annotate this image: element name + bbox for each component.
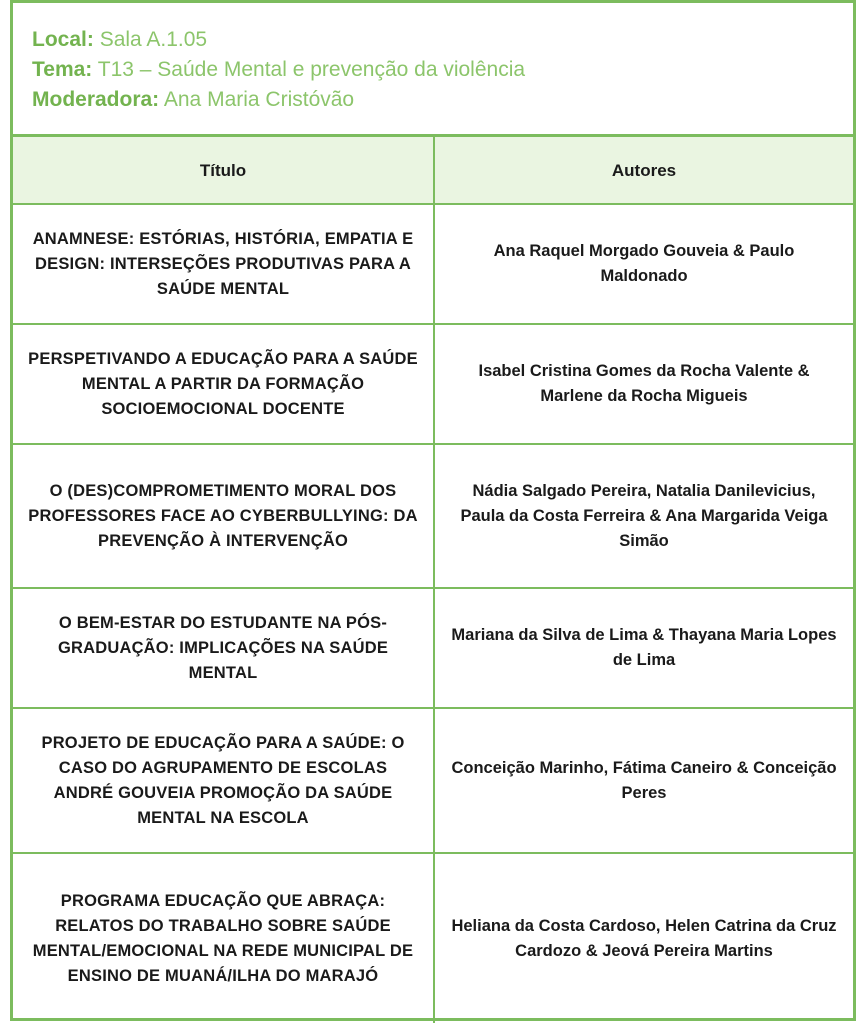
tema-value: T13 – Saúde Mental e prevenção da violência <box>97 58 526 81</box>
presentation-authors: Nádia Salgado Pereira, Natalia Danilevicius, Paula da Costa Ferreira & Ana Margarida Veiga Simão <box>434 444 853 588</box>
table-row <box>13 853 853 1023</box>
tema-label: Tema: <box>32 58 93 81</box>
column-header-titulo: Título <box>13 137 434 204</box>
table-header-row <box>13 137 853 204</box>
session-info <box>13 3 853 137</box>
moderadora-value: Ana Maria Cristóvão <box>163 88 355 111</box>
presentation-authors: Conceição Marinho, Fátima Caneiro & Conceição Peres <box>434 708 853 853</box>
tema-line <box>32 55 853 85</box>
presentation-title: PROGRAMA EDUCAÇÃO QUE ABRAÇA: RELATOS DO TRABALHO SOBRE SAÚDE MENTAL/EMOCIONAL NA REDE MUNICIPAL DE ENSINO DE MUANÁ/ILHA DO MARAJÓ <box>13 853 434 1023</box>
column-header-autores: Autores <box>434 137 853 204</box>
local-label: Local: <box>32 28 94 51</box>
table-row <box>13 444 853 588</box>
presentation-title: O (DES)COMPROMETIMENTO MORAL DOS PROFESSORES FACE AO CYBERBULLYING: DA PREVENÇÃO À INTERVENÇÃO <box>13 444 434 588</box>
presentation-title: PERSPETIVANDO A EDUCAÇÃO PARA A SAÚDE MENTAL A PARTIR DA FORMAÇÃO SOCIOEMOCIONAL DOCENTE <box>13 324 434 444</box>
presentation-title: PROJETO DE EDUCAÇÃO PARA A SAÚDE: O CASO DO AGRUPAMENTO DE ESCOLAS ANDRÉ GOUVEIA PROMOÇÃO DA SAÚDE MENTAL NA ESCOLA <box>13 708 434 853</box>
presentation-title: ANAMNESE: ESTÓRIAS, HISTÓRIA, EMPATIA E DESIGN: INTERSEÇÕES PRODUTIVAS PARA A SAÚDE MENTAL <box>13 204 434 324</box>
table-row <box>13 588 853 708</box>
table-row <box>13 324 853 444</box>
table-row <box>13 204 853 324</box>
presentation-authors: Mariana da Silva de Lima & Thayana Maria Lopes de Lima <box>434 588 853 708</box>
presentation-title: O BEM-ESTAR DO ESTUDANTE NA PÓS-GRADUAÇÃO: IMPLICAÇÕES NA SAÚDE MENTAL <box>13 588 434 708</box>
session-card <box>10 0 856 1021</box>
table-row <box>13 708 853 853</box>
moderadora-label: Moderadora: <box>32 88 160 111</box>
presentation-authors: Heliana da Costa Cardoso, Helen Catrina da Cruz Cardozo & Jeová Pereira Martins <box>434 853 853 1023</box>
local-value: Sala A.1.05 <box>99 28 208 51</box>
presentation-authors: Isabel Cristina Gomes da Rocha Valente & Marlene da Rocha Migueis <box>434 324 853 444</box>
moderadora-line <box>32 85 853 115</box>
presentations-table <box>13 137 853 1023</box>
presentation-authors: Ana Raquel Morgado Gouveia & Paulo Maldonado <box>434 204 853 324</box>
local-line <box>32 25 853 55</box>
